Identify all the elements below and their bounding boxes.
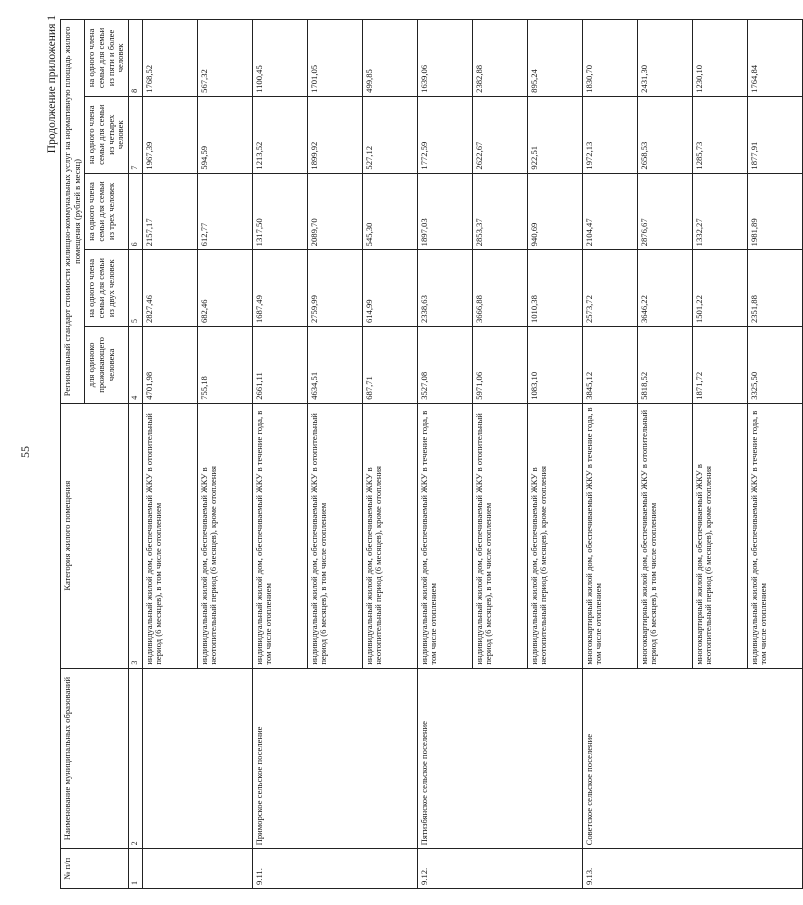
value-cell: 1897,03 (417, 173, 472, 250)
value-cell: 2759,99 (307, 250, 362, 327)
value-cell: 1285,73 (692, 96, 747, 173)
value-cell: 4701,98 (142, 327, 197, 404)
value-cell: 687,71 (362, 327, 417, 404)
value-cell: 682,46 (197, 250, 252, 327)
category-cell: индивидуальный жилой дом, обеспечиваемый ЖКУ в течение года, в том числе отоплением (747, 403, 802, 668)
header-sub-single: для одиноко проживающего человека (85, 327, 129, 404)
value-cell: 1100,45 (252, 20, 307, 97)
category-cell: индивидуальный жилой дом, обеспечиваемый ЖКУ в отопительный период (6 месяцев), в том числе отоплением (472, 403, 527, 668)
value-cell: 3845,12 (582, 327, 637, 404)
value-cell: 594,59 (197, 96, 252, 173)
value-cell: 755,18 (197, 327, 252, 404)
row-number-cell (142, 849, 252, 889)
value-cell: 1772,59 (417, 96, 472, 173)
column-number: 2 (128, 668, 142, 849)
column-number-row (128, 20, 142, 889)
municipality-cell: Пятизбянское сельское поселение (417, 668, 582, 849)
value-cell: 2622,67 (472, 96, 527, 173)
value-cell: 1899,92 (307, 96, 362, 173)
value-cell: 1768,52 (142, 20, 197, 97)
page-number: 55 (18, 446, 32, 458)
value-cell: 3527,08 (417, 327, 472, 404)
column-number: 5 (128, 250, 142, 327)
value-cell: 895,24 (527, 20, 582, 97)
category-cell: многоквартирный жилой дом, обеспечиваемый ЖКУ в течение года, в том числе отоплением (582, 403, 637, 668)
column-number: 3 (128, 403, 142, 668)
value-cell: 2876,67 (637, 173, 692, 250)
value-cell: 2853,37 (472, 173, 527, 250)
value-cell: 2382,88 (472, 20, 527, 97)
header-sub-family-3: на одного члена семьи для семьи из трех человек (85, 173, 129, 250)
value-cell: 1332,27 (692, 173, 747, 250)
housing-cost-standard-table (60, 19, 803, 889)
value-cell: 3666,88 (472, 250, 527, 327)
table-row (582, 20, 637, 889)
value-cell: 2089,70 (307, 173, 362, 250)
row-number-cell: 9.13. (582, 849, 802, 889)
category-cell: индивидуальный жилой дом, обеспечиваемый ЖКУ в неотопительный период (6 месяцев), кроме отопления (527, 403, 582, 668)
value-cell: 4634,51 (307, 327, 362, 404)
municipality-cell (142, 668, 252, 849)
category-cell: многоквартирный жилой дом, обеспечиваемый ЖКУ в неотопительный период (6 месяцев), кроме отопления (692, 403, 747, 668)
value-cell: 2658,53 (637, 96, 692, 173)
header-sub-family-5plus: на одного члена семьи для семьи из пяти и более человек (85, 20, 129, 97)
value-cell: 499,85 (362, 20, 417, 97)
value-cell: 1701,05 (307, 20, 362, 97)
value-cell: 1764,84 (747, 20, 802, 97)
value-cell: 3325,50 (747, 327, 802, 404)
category-cell: индивидуальный жилой дом, обеспечиваемый ЖКУ в отопительный период (6 месяцев), в том числе отоплением (142, 403, 197, 668)
header-cost-standard-group: Региональный стандарт стоимости жилищно-коммунальных услуг на нормативную площадь жилого помещения (рублей в месяц) (61, 20, 85, 404)
value-cell: 2661,11 (252, 327, 307, 404)
row-number-cell: 9.11. (252, 849, 417, 889)
value-cell: 1972,13 (582, 96, 637, 173)
value-cell: 2573,72 (582, 250, 637, 327)
column-number: 7 (128, 96, 142, 173)
category-cell: индивидуальный жилой дом, обеспечиваемый ЖКУ в течение года, в том числе отоплением (417, 403, 472, 668)
value-cell: 1981,89 (747, 173, 802, 250)
table-row (142, 20, 197, 889)
header-sub-family-2: на одного члена семьи для семьи из двух человек (85, 250, 129, 327)
municipality-cell: Советское сельское поселение (582, 668, 802, 849)
value-cell: 1871,72 (692, 327, 747, 404)
category-cell: индивидуальный жилой дом, обеспечиваемый ЖКУ в неотопительный период (6 месяцев), кроме отопления (362, 403, 417, 668)
value-cell: 1967,39 (142, 96, 197, 173)
value-cell: 1317,50 (252, 173, 307, 250)
value-cell: 1230,10 (692, 20, 747, 97)
column-number: 8 (128, 20, 142, 97)
value-cell: 1501,22 (692, 250, 747, 327)
value-cell: 3646,22 (637, 250, 692, 327)
row-number-cell: 9.12. (417, 849, 582, 889)
category-cell: многоквартирный жилой дом, обеспечиваемый ЖКУ в отопительный период (6 месяцев), в том числе отоплением (637, 403, 692, 668)
value-cell: 5818,52 (637, 327, 692, 404)
value-cell: 1830,70 (582, 20, 637, 97)
value-cell: 1083,10 (527, 327, 582, 404)
value-cell: 1877,91 (747, 96, 802, 173)
value-cell: 612,77 (197, 173, 252, 250)
column-number: 1 (128, 849, 142, 889)
value-cell: 545,30 (362, 173, 417, 250)
table-row (417, 20, 472, 889)
column-number: 6 (128, 173, 142, 250)
value-cell: 567,32 (197, 20, 252, 97)
value-cell: 1639,06 (417, 20, 472, 97)
appendix-continuation-note: Продолжение приложения 1 (46, 15, 58, 154)
value-cell: 1010,38 (527, 250, 582, 327)
value-cell: 940,69 (527, 173, 582, 250)
value-cell: 922,51 (527, 96, 582, 173)
header-category: Категория жилого помещения (61, 403, 129, 668)
header-number: № п/п (61, 849, 129, 889)
category-cell: индивидуальный жилой дом, обеспечиваемый ЖКУ в отопительный период (6 месяцев), в том числе отоплением (307, 403, 362, 668)
header-sub-family-4: на одного члена семьи для семьи из четырех человек (85, 96, 129, 173)
category-cell: индивидуальный жилой дом, обеспечиваемый ЖКУ в неотопительный период (6 месяцев), кроме отопления (197, 403, 252, 668)
value-cell: 2104,47 (582, 173, 637, 250)
value-cell: 2157,17 (142, 173, 197, 250)
value-cell: 527,12 (362, 96, 417, 173)
value-cell: 1687,49 (252, 250, 307, 327)
table-row (252, 20, 307, 889)
value-cell: 5971,06 (472, 327, 527, 404)
category-cell: индивидуальный жилой дом, обеспечиваемый ЖКУ в течение года, в том числе отоплением (252, 403, 307, 668)
value-cell: 2338,63 (417, 250, 472, 327)
value-cell: 2827,46 (142, 250, 197, 327)
value-cell: 2351,88 (747, 250, 802, 327)
value-cell: 1213,52 (252, 96, 307, 173)
header-municipality: Наименование муниципальных образований (61, 668, 129, 849)
value-cell: 614,99 (362, 250, 417, 327)
value-cell: 2431,30 (637, 20, 692, 97)
column-number: 4 (128, 327, 142, 404)
municipality-cell: Приморское сельское поселение (252, 668, 417, 849)
